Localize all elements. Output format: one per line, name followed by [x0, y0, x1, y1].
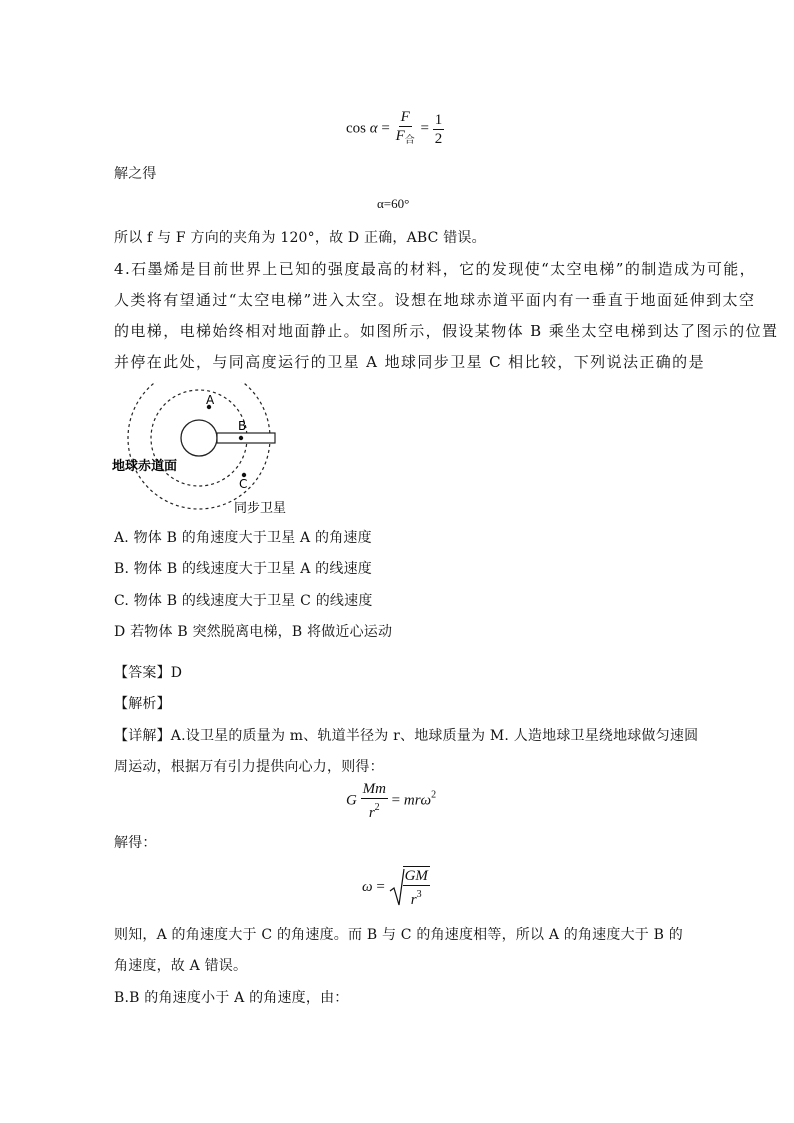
- formula-rhs: mrω: [403, 792, 432, 809]
- fraction-denominator-exp: 2: [374, 802, 380, 813]
- fraction-numerator-mm: Mm: [362, 781, 386, 797]
- formula-cos: cos: [346, 120, 366, 137]
- fraction-numerator-2: 1: [434, 111, 443, 128]
- formula-omega: [362, 866, 430, 909]
- option-c: C. 物体 B 的线速度大于卫星 C 的线速度: [114, 593, 373, 609]
- analysis-title: 【解析】: [114, 696, 171, 712]
- option-b: B. 物体 B 的线速度大于卫星 A 的线速度: [114, 561, 372, 577]
- detail-line-2: 周运动，根据万有引力提供向心力，则得：: [114, 759, 384, 775]
- formula-cos-alpha: [346, 108, 444, 150]
- formula-g: G: [346, 792, 357, 809]
- question-4-line-3: 的电梯，电梯始终相对地面静止。如图所示，假设某物体 B 乘坐太空电梯到达了图示的位置: [114, 322, 779, 340]
- text-jiezhide: 解之得: [114, 166, 157, 182]
- fraction-mm-over-r2: [361, 780, 388, 822]
- fraction-denominator: F: [395, 128, 405, 144]
- earth-circle: [181, 420, 217, 456]
- detail-line-1: 【详解】A.设卫星的质量为 m、轨道半径为 r、地球质量为 M. 人造地球卫星绕地球做匀速圆: [114, 728, 699, 744]
- fraction-gm-over-r3: [403, 866, 430, 909]
- fraction-numerator: F: [400, 109, 410, 125]
- formula-alpha-60: α=60°: [377, 196, 410, 211]
- formula-equals: =: [381, 120, 390, 137]
- formula-omega-lhs: ω: [362, 878, 373, 895]
- space-elevator-diagram: [108, 382, 298, 522]
- question-4-line-1: 4.石墨烯是目前世界上已知的强度最高的材料，它的发现使“太空电梯”的制造成为可能，: [114, 260, 757, 278]
- question-4-line-4: 并停在此处，与同高度运行的卫星 A 地球同步卫星 C 相比较，下列说法正确的是: [114, 353, 705, 371]
- formula-equals-2: =: [420, 120, 429, 137]
- formula-rhs-exp: 2: [431, 789, 437, 801]
- fraction-denominator-r3: r: [410, 892, 417, 908]
- label-earth-equator: 地球赤道面: [112, 459, 178, 474]
- object-b-dot: [239, 436, 243, 440]
- fraction-denominator-exp-3: 3: [416, 889, 422, 900]
- conclusion-line-1: 则知，A 的角速度大于 C 的角速度。而 B 与 C 的角速度相等，所以 A 的角速度大于 B 的: [114, 927, 683, 943]
- fraction-one-half: [433, 111, 445, 148]
- option-d: D 若物体 B 突然脱离电梯，B 将做近心运动: [114, 624, 393, 640]
- text-jiede: 解得：: [114, 835, 157, 851]
- label-c: C: [239, 477, 248, 491]
- fraction-denominator-subscript: 合: [404, 135, 415, 146]
- question-4-line-2: 人类将有望通过“太空电梯”进入太空。设想在地球赤道平面内有一垂直于地面延伸到太空: [114, 291, 756, 309]
- formula-gravity: [346, 780, 436, 822]
- formula-equals-3: =: [391, 792, 401, 809]
- fraction-denominator-r: r: [368, 805, 375, 821]
- label-sync-satellite: 同步卫星: [234, 501, 287, 516]
- fraction-denominator-2: 2: [434, 130, 443, 147]
- formula-equals-4: =: [376, 878, 385, 895]
- label-b: B: [238, 419, 247, 433]
- option-a: A. 物体 B 的角速度大于卫星 A 的角速度: [114, 530, 372, 546]
- text-suoyi: 所以 f 与 F 方向的夹角为 120°，故 D 正确，ABC 错误。: [114, 230, 486, 246]
- fraction-f-over-fhe: [394, 108, 417, 150]
- formula-alpha: α: [369, 120, 378, 137]
- fraction-numerator-gm: GM: [404, 868, 428, 884]
- text-b-analysis: B.B 的角速度小于 A 的角速度，由：: [114, 990, 349, 1006]
- answer-label: 【答案】D: [114, 665, 183, 681]
- space-elevator: [217, 433, 275, 443]
- label-a: A: [206, 393, 215, 407]
- conclusion-line-2: 角速度，故 A 错误。: [114, 958, 248, 974]
